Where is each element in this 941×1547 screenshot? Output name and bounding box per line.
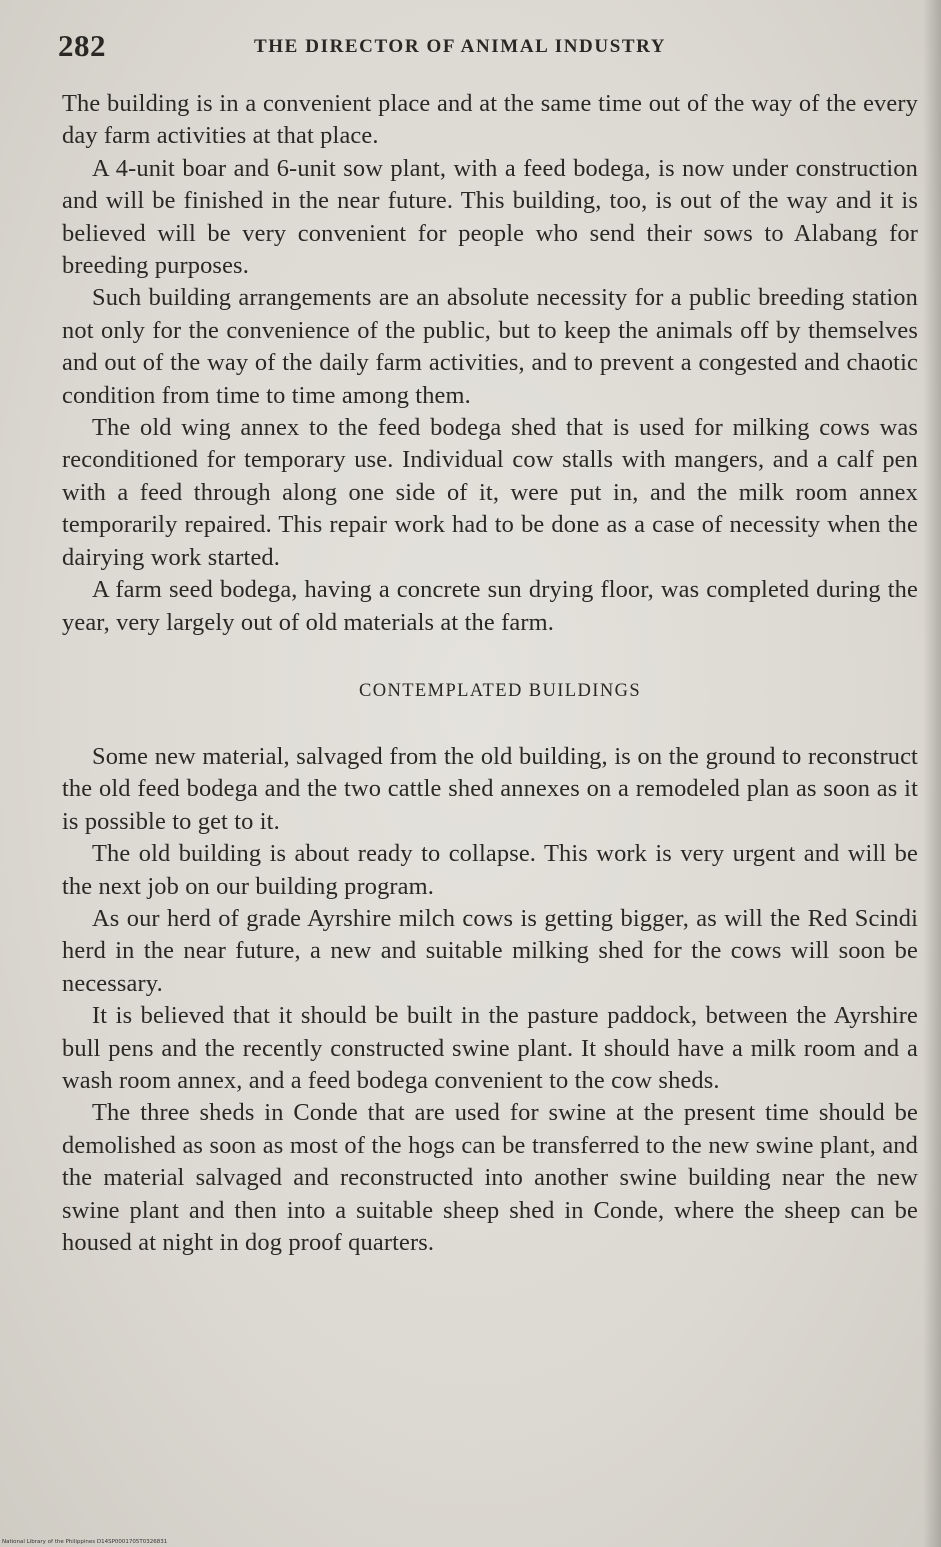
paragraph: A 4-unit boar and 6-unit sow plant, with a feed bodega, is now under construction and will be finished in the near future. This building, too, is out of the way and it is believed will be very convenient for people who send their sows to Alabang for breeding purposes. xyxy=(62,154,918,280)
scan-credit: National Library of the Philippines D14SP0001705T0326831 xyxy=(2,1539,168,1545)
paragraph: A farm seed bodega, having a concrete sun drying floor, was completed during the year, very largely out of old materials at the farm. xyxy=(62,576,918,636)
page-header xyxy=(58,28,918,68)
running-head: THE DIRECTOR OF ANIMAL INDUSTRY xyxy=(254,36,667,57)
page-edge-shadow xyxy=(923,0,941,1547)
page-number: 282 xyxy=(58,28,106,63)
paragraph: The building is in a convenient place and at the same time out of the way of the every day farm activities at that place. xyxy=(62,90,918,150)
paragraph: As our herd of grade Ayrshire milch cows is getting bigger, as will the Red Scindi herd in the near future, a new and suitable milking shed for the cows will soon be necessary. xyxy=(62,904,918,997)
paragraph: The old building is about ready to collapse. This work is very urgent and will be the next job on our building program. xyxy=(62,840,918,900)
section-heading: CONTEMPLATED BUILDINGS xyxy=(358,680,642,701)
paragraph: Such building arrangements are an absolute necessity for a public breeding station not only for the convenience of the public, but to keep the animals off by themselves and out of the way of the daily farm activities, and to prevent a congested and chaotic condition from time to time among them. xyxy=(62,284,918,409)
paragraph: The three sheds in Conde that are used for swine at the present time should be demolished as soon as most of the hogs can be transferred to the new swine plant, and the material salvaged and reconstructed into another swine building near the new swine plant and then into a suitable sheep shed in Conde, where the sheep can be housed at night in dog proof quarters. xyxy=(62,1099,918,1256)
paragraph: Some new material, salvaged from the old building, is on the ground to reconstruct the old feed bodega and the two cattle shed annexes on a remodeled plan as soon as it is possible to get to it. xyxy=(62,742,918,835)
paragraph: It is believed that it should be built in the pasture paddock, between the Ayrshire bull pens and the recently constructed swine plant. It should have a milk room and a wash room annex, and a feed bodega convenient to the cow sheds. xyxy=(62,1002,918,1094)
body-text xyxy=(62,88,918,1259)
paragraph: The old wing annex to the feed bodega shed that is used for milking cows was reconditioned for temporary use. Individual cow stalls with mangers, and a calf pen with a feed through along one side of it, were put in, and the milk room annex temporarily repaired. This repair work had to be done as a case of necessity when the dairying work started. xyxy=(62,414,918,571)
